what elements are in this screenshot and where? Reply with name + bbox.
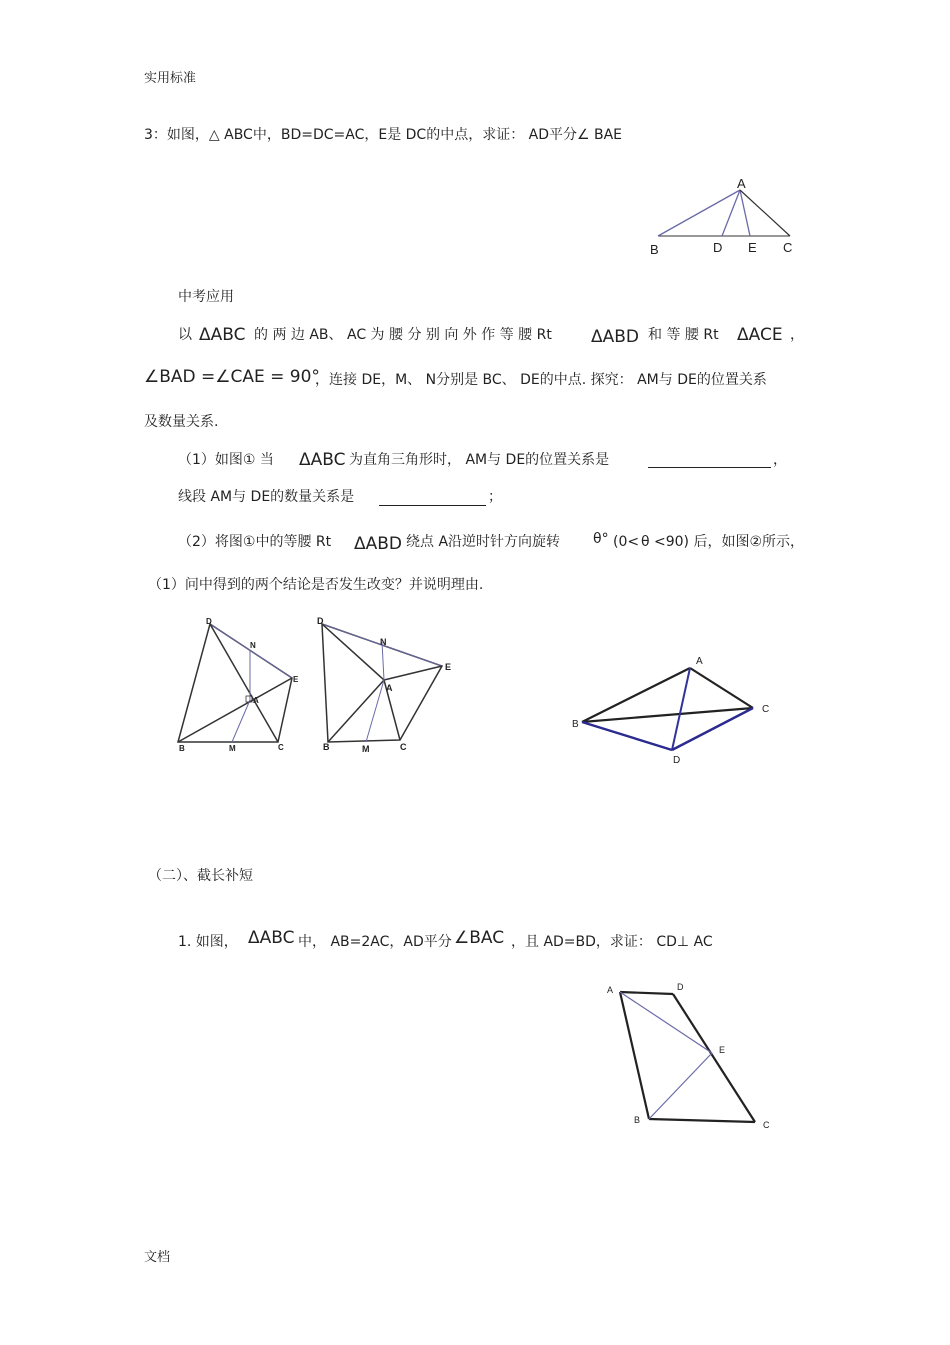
triangle-abd: ΔABD <box>591 327 640 347</box>
label-e: E <box>748 240 757 255</box>
svg-text:A: A <box>607 985 614 995</box>
problem-1-b: 中， AB=2AC，AD平分 <box>298 934 452 950</box>
question-1-line2: 线段 AM与 DE的数量关系是 <box>178 489 355 505</box>
svg-text:B: B <box>572 719 579 730</box>
figure-1 <box>170 612 310 757</box>
question-2-c: (0< <box>613 534 640 550</box>
label-b: B <box>650 242 659 257</box>
svg-text:D: D <box>677 982 684 992</box>
svg-text:N: N <box>250 641 256 650</box>
question-2-line2: （1）问中得到的两个结论是否发生改变？并说明理由. <box>148 577 484 593</box>
svg-text:A: A <box>253 696 259 705</box>
svg-text:E: E <box>293 675 299 684</box>
label-c: C <box>783 240 793 255</box>
question-1-a: （1）如图① 当 <box>178 452 274 468</box>
zhongkao-line1-d: ， <box>790 327 804 343</box>
triangle-abc: ΔABC <box>199 325 246 345</box>
figure-4 <box>600 978 780 1133</box>
angle-equation: ∠BAD =∠CAE = 90° <box>144 367 320 387</box>
question-2-a: （2）将图①中的等腰 Rt <box>178 534 332 550</box>
problem-3-statement: 3：如图，△ ABC中，BD=DC=AC，E是 DC的中点，求证： AD平分∠ BAE <box>144 127 623 143</box>
problem-1-angle: ∠BAC <box>454 928 505 948</box>
question-1-line2-end: ； <box>488 489 502 505</box>
svg-text:E: E <box>719 1045 726 1055</box>
figure-2 <box>312 612 462 757</box>
svg-text:M: M <box>229 744 236 753</box>
zhongkao-line1-c: 和 等 腰 Rt <box>648 327 719 343</box>
svg-text:C: C <box>400 742 407 752</box>
theta-symbol: θ <box>641 534 650 550</box>
page-footer: 文档 <box>144 1250 171 1265</box>
line-ad <box>722 190 740 236</box>
question-2-b: 绕点 A沿逆时针方向旋转 <box>406 534 561 550</box>
problem-3-figure <box>640 170 820 265</box>
svg-text:B: B <box>634 1115 641 1125</box>
svg-text:D: D <box>317 616 324 626</box>
svg-text:M: M <box>362 744 370 754</box>
line-ab <box>658 190 740 236</box>
zhongkao-line1-b: 的 两 边 AB、 AC 为 腰 分 别 向 外 作 等 腰 Rt <box>254 327 552 343</box>
svg-text:C: C <box>762 704 770 715</box>
line-ac <box>740 190 790 236</box>
answer-blank-position[interactable] <box>648 467 771 468</box>
question-1-b: 为直角三角形时， AM与 DE的位置关系是 <box>349 452 610 468</box>
question-1-triangle: ΔABC <box>299 450 346 470</box>
svg-text:D: D <box>206 617 212 626</box>
problem-1-c: ，且 AD=BD，求证： CD⊥ AC <box>511 934 713 950</box>
question-2-triangle: ΔABD <box>354 534 403 554</box>
label-a: A <box>737 176 746 191</box>
line-ae <box>740 190 750 236</box>
theta-degree: θ° <box>593 531 609 547</box>
svg-text:D: D <box>673 755 681 766</box>
svg-text:B: B <box>179 744 185 753</box>
zhongkao-line3: 及数量关系. <box>144 414 219 430</box>
problem-1-triangle: ΔABC <box>248 928 295 948</box>
figure-3 <box>568 650 778 768</box>
question-1-end: ， <box>773 452 787 468</box>
page-header: 实用标准 <box>144 71 197 86</box>
problem-1-a: 1. 如图， <box>178 934 238 950</box>
zhongkao-line1-a: 以 <box>178 327 192 343</box>
svg-text:A: A <box>696 656 703 667</box>
svg-text:N: N <box>380 637 387 647</box>
svg-text:A: A <box>386 683 393 693</box>
triangle-ace: ΔACE <box>737 325 783 345</box>
svg-text:B: B <box>323 742 330 752</box>
zhongkao-line2: ，连接 DE，M、 N分别是 BC、 DE的中点. 探究： AM与 DE的位置关系 <box>315 372 767 388</box>
label-d: D <box>713 240 723 255</box>
svg-text:C: C <box>278 743 284 752</box>
question-2-d: <90) 后，如图②所示， <box>654 534 805 550</box>
section-title-jiechang: （二）、截长补短 <box>148 868 253 884</box>
svg-text:C: C <box>763 1120 770 1130</box>
svg-text:E: E <box>445 662 452 672</box>
answer-blank-quantity[interactable] <box>379 505 486 506</box>
section-title-zhongkao: 中考应用 <box>178 289 234 305</box>
